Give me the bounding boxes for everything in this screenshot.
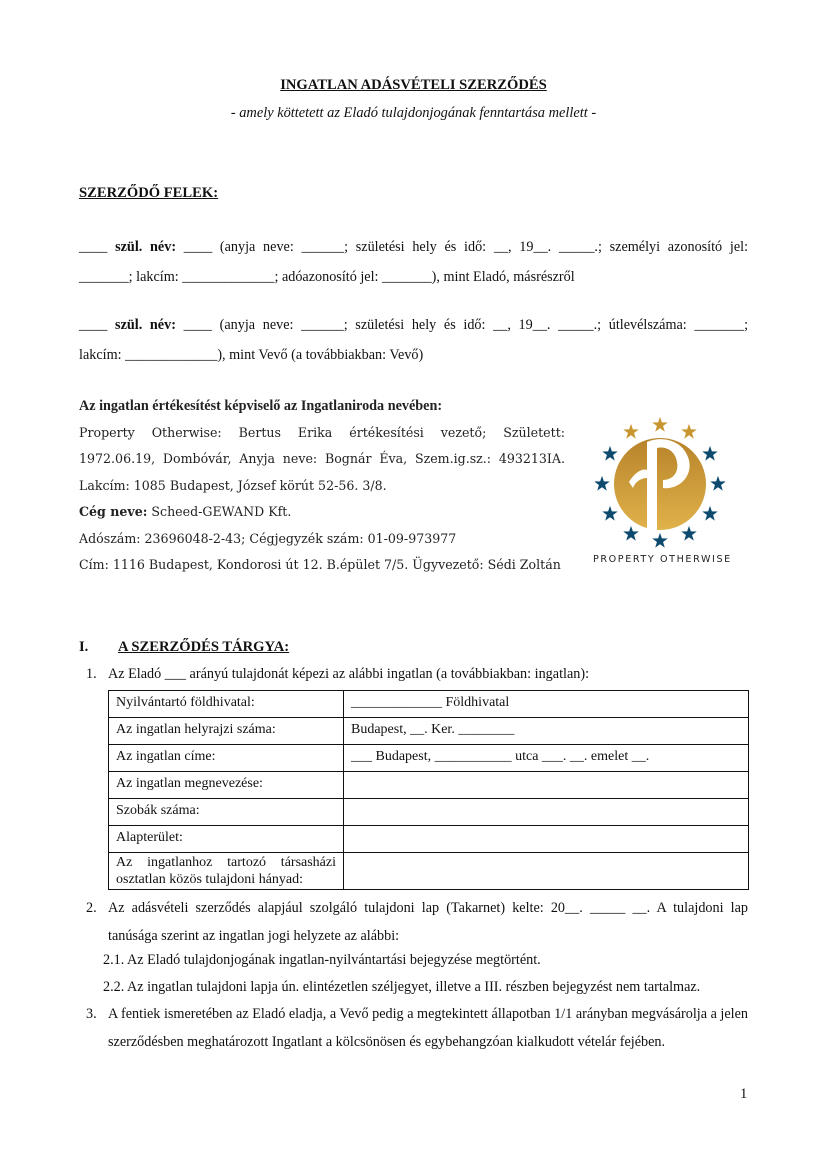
buyer-name-blank: ____	[79, 317, 108, 333]
seller-birth-name-label: szül. név:	[115, 239, 177, 255]
parties-heading: SZERZŐDŐ FELEK:	[79, 185, 219, 201]
table-row	[109, 772, 749, 799]
page-number: 1	[740, 1086, 748, 1102]
seller-paragraph	[79, 232, 748, 292]
table-row	[109, 745, 749, 772]
item-3-text: A fentiek ismeretében az Eladó eladja, a Vevő pedig a megtekintett állapotban 1/1 arányban megvásárolja a jelen szerződésben meghatározott Ingatlant a kölcsönösen és egybehangzóan kialkudott vételár fejében.	[108, 1006, 748, 1050]
table-label: Az ingatlan helyrajzi száma:	[109, 718, 344, 745]
seller-name-blank: ____	[79, 239, 108, 255]
item-3-number: 3.	[86, 1006, 97, 1022]
company-label: Cég neve:	[79, 504, 148, 519]
logo-text: PROPERTY OTHERWISE	[593, 554, 732, 565]
table-label: Alapterület:	[109, 826, 344, 853]
item-1-number: 1.	[86, 666, 97, 682]
table-value: _____________ Földhivatal	[344, 691, 749, 718]
item-1	[86, 660, 748, 688]
document-subtitle: - amely köttetett az Eladó tulajdonjogának fenntartása mellett -	[230, 105, 597, 121]
buyer-paragraph	[79, 310, 748, 370]
table-value	[344, 799, 749, 826]
table-row	[109, 718, 749, 745]
agent-line-1: Property Otherwise: Bertus Erika értékesítési vezető; Született:	[79, 424, 565, 440]
logo-emblem-icon	[585, 412, 735, 552]
table-label: Szobák száma:	[109, 799, 344, 826]
agent-line-2: 1972.06.19, Dombóvár, Anyja neve: Bognár Éva, Szem.ig.sz.: 493213IA.	[79, 451, 565, 466]
item-2-text: Az adásvételi szerződés alapjául szolgáló tulajdoni lap (Takarnet) kelte: 20__. _____ __. A tulajdoni lap tanúsága szerint az ingatlan jogi helyzete az alábbi:	[108, 900, 748, 944]
table-row	[109, 826, 749, 853]
table-row	[109, 853, 749, 890]
property-otherwise-logo	[585, 412, 735, 577]
property-details-table	[108, 690, 749, 890]
item-2-1: 2.1. Az Eladó tulajdonjogának ingatlan-nyilvántartási bejegyzése megtörtént.	[103, 952, 541, 968]
item-2	[86, 894, 748, 950]
table-row	[109, 799, 749, 826]
table-value: ___ Budapest, ___________ utca ___. __. emelet __.	[344, 745, 749, 772]
table-label: Az ingatlan címe:	[109, 745, 344, 772]
company-value: Scheed-GEWAND Kft.	[151, 504, 292, 519]
buyer-birth-name-label: szül. név:	[115, 317, 176, 333]
document-title: INGATLAN ADÁSVÉTELI SZERZŐDÉS	[280, 77, 547, 93]
agent-heading: Az ingatlan értékesítést képviselő az Ingatlaniroda nevében:	[79, 398, 443, 414]
table-value	[344, 826, 749, 853]
agent-company	[79, 499, 565, 526]
table-value: Budapest, __. Ker. ________	[344, 718, 749, 745]
agent-line-3: Lakcím: 1085 Budapest, József körút 52-56. 3/8.	[79, 477, 387, 493]
seller-line-2: _______; lakcím: _____________; adóazonosító jel: _______), mint Eladó, másrészről	[79, 269, 575, 285]
buyer-line-1	[79, 310, 748, 340]
table-label: Nyilvántartó földhivatal:	[109, 691, 344, 718]
table-label: Az ingatlan megnevezése:	[109, 772, 344, 799]
agent-tax-line: Adószám: 23696048-2-43; Cégjegyzék szám: 01-09-973977	[79, 530, 457, 546]
seller-line-1	[79, 232, 748, 262]
buyer-line-2: lakcím: _____________), mint Vevő (a továbbiakban: Vevő)	[79, 347, 424, 363]
section-1-title: A SZERZŐDÉS TÁRGYA:	[118, 639, 290, 655]
table-value	[344, 772, 749, 799]
item-3	[86, 1000, 748, 1056]
buyer-details: ____ (anyja neve: ______; születési hely és idő: __, 19__. _____.; útlevélszáma: _______;	[183, 317, 749, 333]
table-label: Az ingatlanhoz tartozó társasházi osztatlan közös tulajdoni hányad:	[109, 853, 344, 890]
section-1-number: I.	[79, 639, 89, 655]
item-2-number: 2.	[86, 900, 97, 916]
item-1-text: Az Eladó ___ arányú tulajdonát képezi az alábbi ingatlan (a továbbiakban: ingatlan):	[108, 666, 590, 682]
table-value	[344, 853, 749, 890]
agent-address-line: Cím: 1116 Budapest, Kondorosi út 12. B.épület 7/5. Ügyvezető: Sédi Zoltán	[79, 557, 561, 572]
section-1-heading	[79, 639, 289, 656]
table-row	[109, 691, 749, 718]
item-2-2: 2.2. Az ingatlan tulajdoni lapja ún. elintézetlen széljegyet, illetve a III. részben bejegyzést nem tartalmaz.	[103, 979, 701, 995]
agent-block	[79, 393, 565, 579]
seller-details: ____ (anyja neve: ______; születési hely és idő: __, 19__. _____.; személyi azonosító jel:	[183, 239, 749, 255]
